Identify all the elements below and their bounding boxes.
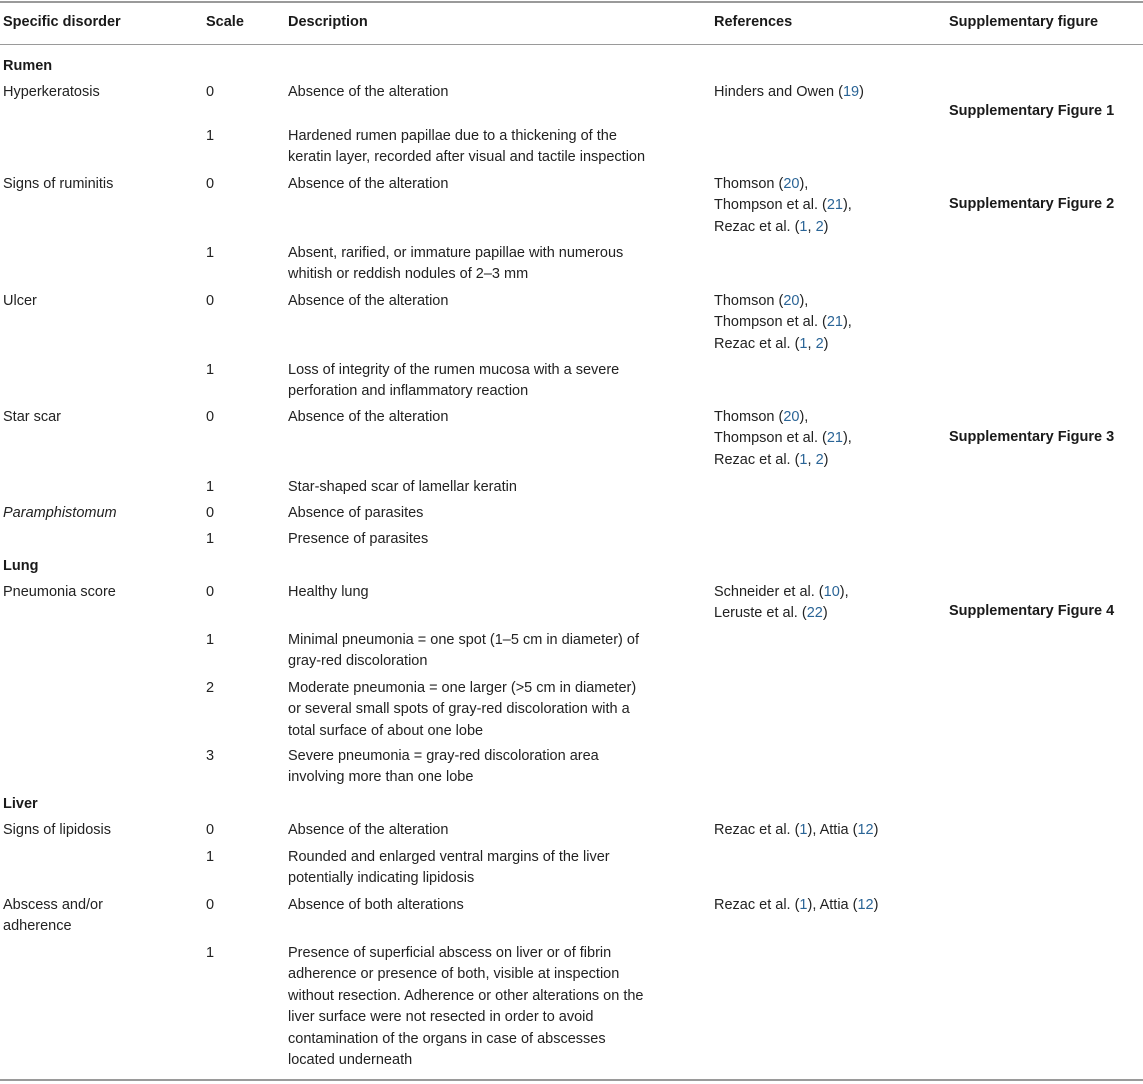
- table-top-rule: [0, 1, 1143, 3]
- scale-value: 3: [206, 748, 215, 764]
- reference: Hinders and Owen (19): [714, 84, 864, 100]
- citation-link[interactable]: 2: [815, 218, 824, 235]
- col-header-disorder: Specific disorder: [3, 14, 121, 30]
- citation-link[interactable]: 12: [857, 897, 874, 913]
- scale-value: 1: [206, 128, 215, 144]
- citation-link[interactable]: 20: [783, 409, 800, 425]
- description: Severe pneumonia = gray-red discoloration area involving more than one lobe: [288, 748, 599, 786]
- disorder-name: Paramphistomum: [3, 505, 117, 521]
- supplementary-figure-3: Supplementary Figure 3: [949, 429, 1115, 445]
- scale-value: 0: [206, 409, 215, 425]
- description: Absence of the alteration: [288, 176, 449, 192]
- citation-link[interactable]: 21: [826, 197, 843, 214]
- supplementary-figure-4: Supplementary Figure 4: [949, 603, 1115, 619]
- disorder-name: Hyperkeratosis: [3, 84, 100, 100]
- reference: Rezac et al. (1), Attia (12): [714, 822, 879, 838]
- section-title: Lung: [3, 558, 39, 574]
- description: Absence of the alteration: [288, 409, 449, 425]
- supplementary-figure-2: Supplementary Figure 2: [949, 196, 1115, 212]
- citation-link[interactable]: 1: [799, 451, 808, 468]
- scale-value: 0: [206, 584, 215, 600]
- scale-value: 0: [206, 897, 215, 913]
- reference: Rezac et al. (1), Attia (12): [714, 897, 879, 913]
- table-bottom-rule: [0, 1079, 1143, 1081]
- disorder-name: Signs of ruminitis: [3, 176, 114, 192]
- scale-value: 0: [206, 293, 215, 309]
- description: Presence of parasites: [288, 531, 429, 547]
- disorder-name: Pneumonia score: [3, 584, 116, 600]
- reference: Thomson (20), Thompson et al. (21), Rezac et al. (1, 2): [714, 293, 852, 352]
- col-header-scale: Scale: [206, 14, 244, 30]
- citation-link[interactable]: 1: [799, 822, 808, 838]
- col-header-supplementary: Supplementary figure: [949, 14, 1099, 30]
- disorder-name: Ulcer: [3, 293, 37, 309]
- description: Hardened rumen papillae due to a thickening of the keratin layer, recorded after visual and tactile inspection: [288, 128, 646, 166]
- col-header-description: Description: [288, 14, 368, 30]
- description: Absence of the alteration: [288, 84, 449, 100]
- citation-link[interactable]: 2: [815, 335, 824, 352]
- citation-link[interactable]: 1: [799, 335, 808, 352]
- citation-link[interactable]: 21: [826, 430, 843, 447]
- citation-link[interactable]: 1: [799, 218, 808, 235]
- description: Absence of the alteration: [288, 293, 449, 309]
- scale-value: 2: [206, 680, 215, 696]
- header-rule: [0, 44, 1143, 45]
- citation-link[interactable]: 12: [857, 822, 874, 838]
- scale-value: 1: [206, 479, 215, 495]
- section-title: Rumen: [3, 58, 53, 74]
- scale-value: 1: [206, 945, 215, 961]
- description: Moderate pneumonia = one larger (>5 cm in diameter) or several small spots of gray-red discoloration with a total surface of about one lobe: [288, 680, 637, 739]
- description: Rounded and enlarged ventral margins of the liver potentially indicating lipidosis: [288, 849, 610, 887]
- scale-value: 1: [206, 245, 215, 261]
- scale-value: 1: [206, 849, 215, 865]
- scale-value: 0: [206, 505, 215, 521]
- reference: Thomson (20), Thompson et al. (21), Rezac et al. (1, 2): [714, 409, 852, 468]
- description: Absence of the alteration: [288, 822, 449, 838]
- description: Absence of both alterations: [288, 897, 464, 913]
- disorder-name: Signs of lipidosis: [3, 822, 111, 838]
- scale-value: 1: [206, 531, 215, 547]
- citation-link[interactable]: 21: [826, 314, 843, 331]
- citation-link[interactable]: 19: [842, 84, 860, 100]
- scale-value: 0: [206, 176, 215, 192]
- disorder-name: Abscess and/or adherence: [3, 897, 103, 935]
- reference: Thomson (20), Thompson et al. (21), Rezac et al. (1, 2): [714, 176, 852, 235]
- description: Loss of integrity of the rumen mucosa with a severe perforation and inflammatory reaction: [288, 362, 620, 400]
- scale-value: 0: [206, 84, 215, 100]
- citation-link[interactable]: 10: [823, 584, 840, 600]
- description: Absence of parasites: [288, 505, 424, 521]
- description: Healthy lung: [288, 584, 369, 600]
- scale-value: 0: [206, 822, 215, 838]
- disorder-name: Star scar: [3, 409, 62, 425]
- citation-link[interactable]: 20: [783, 176, 800, 192]
- section-title: Liver: [3, 796, 38, 812]
- description: Presence of superficial abscess on liver or of fibrin adherence or presence of both, visible at inspection without resection. Adherence or other alterations on the liver surface were not resected in order to avoid contamination of the organs in case of abscesses located underneath: [288, 945, 644, 1069]
- scale-value: 1: [206, 362, 215, 378]
- citation-link[interactable]: 2: [815, 451, 824, 468]
- citation-link[interactable]: 22: [806, 605, 823, 622]
- description: Star-shaped scar of lamellar keratin: [288, 479, 517, 495]
- supplementary-figure-1: Supplementary Figure 1: [949, 103, 1115, 119]
- reference: Schneider et al. (10), Leruste et al. (22): [714, 584, 849, 622]
- scale-value: 1: [206, 632, 215, 648]
- citation-link[interactable]: 20: [783, 293, 800, 309]
- citation-link[interactable]: 1: [799, 897, 808, 913]
- description: Minimal pneumonia = one spot (1–5 cm in diameter) of gray-red discoloration: [288, 632, 639, 670]
- col-header-references: References: [714, 14, 793, 30]
- description: Absent, rarified, or immature papillae with numerous whitish or reddish nodules of 2–3 mm: [288, 245, 624, 283]
